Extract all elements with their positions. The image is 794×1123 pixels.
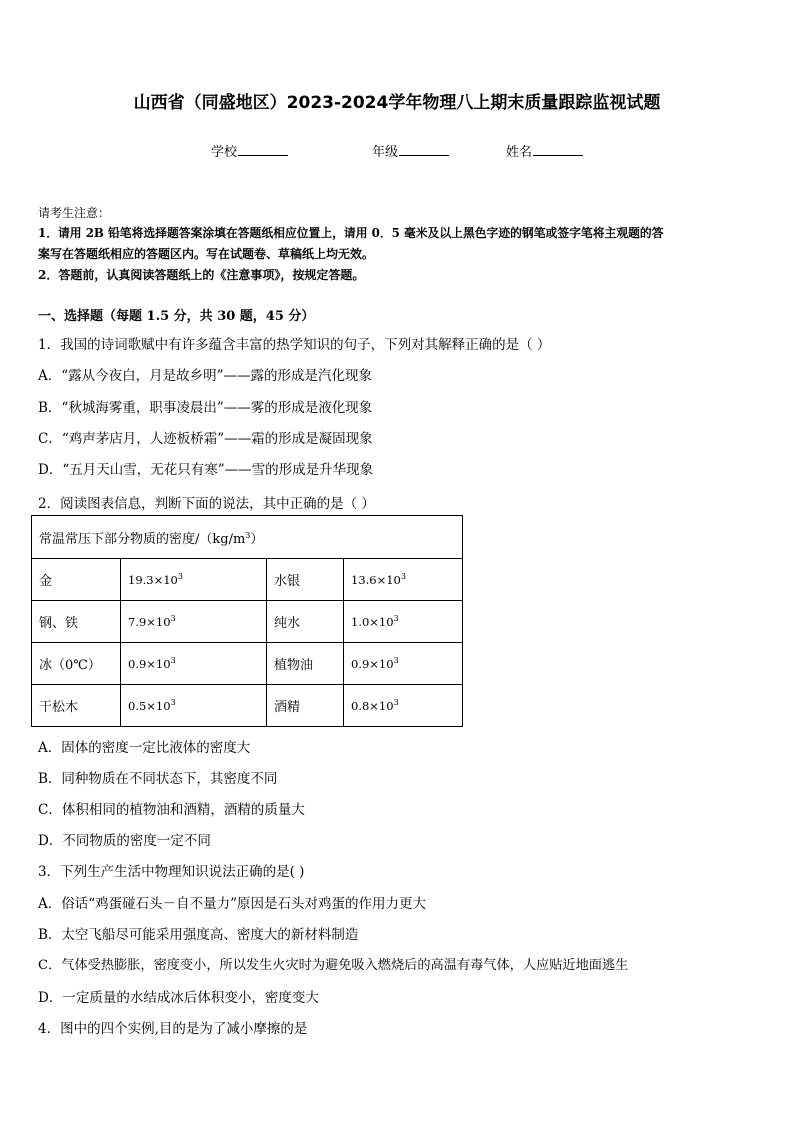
section-title: 一、选择题（每题 1.5 分，共 30 题，45 分） bbox=[38, 309, 315, 324]
density-value: $7.9\times 10^3$ bbox=[121, 601, 267, 643]
substance-name: 水银 bbox=[267, 559, 344, 601]
q3-option-b: B．太空飞船尽可能采用强度高、密度大的新材料制造 bbox=[38, 927, 359, 943]
q3-option-c: C．气体受热膨胀，密度变小，所以发生火灾时为避免吸入燃烧后的高温有毒气体，人应贴近地面逃生 bbox=[38, 958, 629, 973]
school-blank bbox=[238, 143, 288, 156]
table-row bbox=[32, 643, 463, 685]
density-value: $0.9\times 10^3$ bbox=[344, 643, 463, 685]
q3-option-a: A．俗话“鸡蛋碰石头－自不量力”原因是石头对鸡蛋的作用力更大 bbox=[38, 896, 427, 912]
density-value: $19.3\times 10^3$ bbox=[121, 559, 267, 601]
q2-option-c: C．体积相同的植物油和酒精，酒精的质量大 bbox=[38, 802, 305, 818]
table-row bbox=[32, 685, 463, 727]
substance-name: 植物油 bbox=[267, 643, 344, 685]
substance-name: 干松木 bbox=[32, 685, 121, 727]
q2-option-a: A．固体的密度一定比液体的密度大 bbox=[38, 740, 251, 756]
q1-option-b: B．“秋城海雾重，职事凌晨出”——雾的形成是液化现象 bbox=[38, 400, 373, 416]
grade-blank bbox=[399, 143, 449, 156]
density-value: $13.6\times 10^3$ bbox=[344, 559, 463, 601]
density-value: $0.9\times 10^3$ bbox=[121, 643, 267, 685]
page-title: 山西省（同盛地区）2023-2024学年物理八上期末质量跟踪监视试题 bbox=[133, 93, 661, 113]
q1-option-c: C．“鸡声茅店月，人迹板桥霜”——霜的形成是凝固现象 bbox=[38, 431, 373, 447]
table-row bbox=[32, 559, 463, 601]
grade-label: 年级 bbox=[372, 145, 399, 160]
q3-stem: 3．下列生产生活中物理知识说法正确的是( ) bbox=[38, 864, 305, 880]
q4-stem: 4．图中的四个实例,目的是为了减小摩擦的是 bbox=[38, 1021, 308, 1037]
table-row bbox=[32, 601, 463, 643]
substance-name: 金 bbox=[32, 559, 121, 601]
grade-field bbox=[372, 141, 449, 160]
school-label: 学校 bbox=[211, 145, 238, 160]
density-value: $1.0\times 10^3$ bbox=[344, 601, 463, 643]
substance-name: 纯水 bbox=[267, 601, 344, 643]
notice-line-3: 2．答题前，认真阅读答题纸上的《注意事项》，按规定答题。 bbox=[38, 268, 365, 282]
substance-name: 酒精 bbox=[267, 685, 344, 727]
q2-option-b: B．同种物质在不同状态下，其密度不同 bbox=[38, 771, 278, 787]
q3-option-d: D．一定质量的水结成冰后体积变小，密度变大 bbox=[38, 990, 319, 1006]
q2-option-d: D．不同物质的密度一定不同 bbox=[38, 833, 211, 849]
density-table bbox=[31, 515, 463, 727]
name-label: 姓名 bbox=[506, 145, 533, 160]
substance-name: 冰（0℃） bbox=[32, 643, 121, 685]
school-field bbox=[211, 141, 288, 160]
q1-stem: 1．我国的诗词歌赋中有许多蕴含丰富的热学知识的句子，下列对其解释正确的是（ ） bbox=[38, 337, 551, 353]
density-value: $0.8\times 10^3$ bbox=[344, 685, 463, 727]
q1-option-d: D．“五月天山雪，无花只有寒”——雪的形成是升华现象 bbox=[38, 462, 374, 478]
table-title: 常温常压下部分物质的密度$/(kg/m^3)$ bbox=[32, 516, 463, 559]
name-field bbox=[506, 141, 583, 160]
notice-line-1: 1．请用 2B 铅笔将选择题答案涂填在答题纸相应位置上，请用 0．5 毫米及以上黑色字迹的钢笔或签字笔将主观题的答 bbox=[38, 226, 664, 240]
q1-option-a: A．“露从今夜白，月是故乡明”——露的形成是汽化现象 bbox=[38, 368, 373, 384]
notice-heading: 请考生注意： bbox=[38, 206, 111, 220]
density-value: $0.5\times 10^3$ bbox=[121, 685, 267, 727]
substance-name: 钢、铁 bbox=[32, 601, 121, 643]
notice-line-2: 案写在答题纸相应的答题区内。写在试题卷、草稿纸上均无效。 bbox=[38, 247, 375, 261]
q2-stem: 2．阅读图表信息，判断下面的说法，其中正确的是（ ） bbox=[38, 496, 375, 512]
name-blank bbox=[533, 143, 583, 156]
